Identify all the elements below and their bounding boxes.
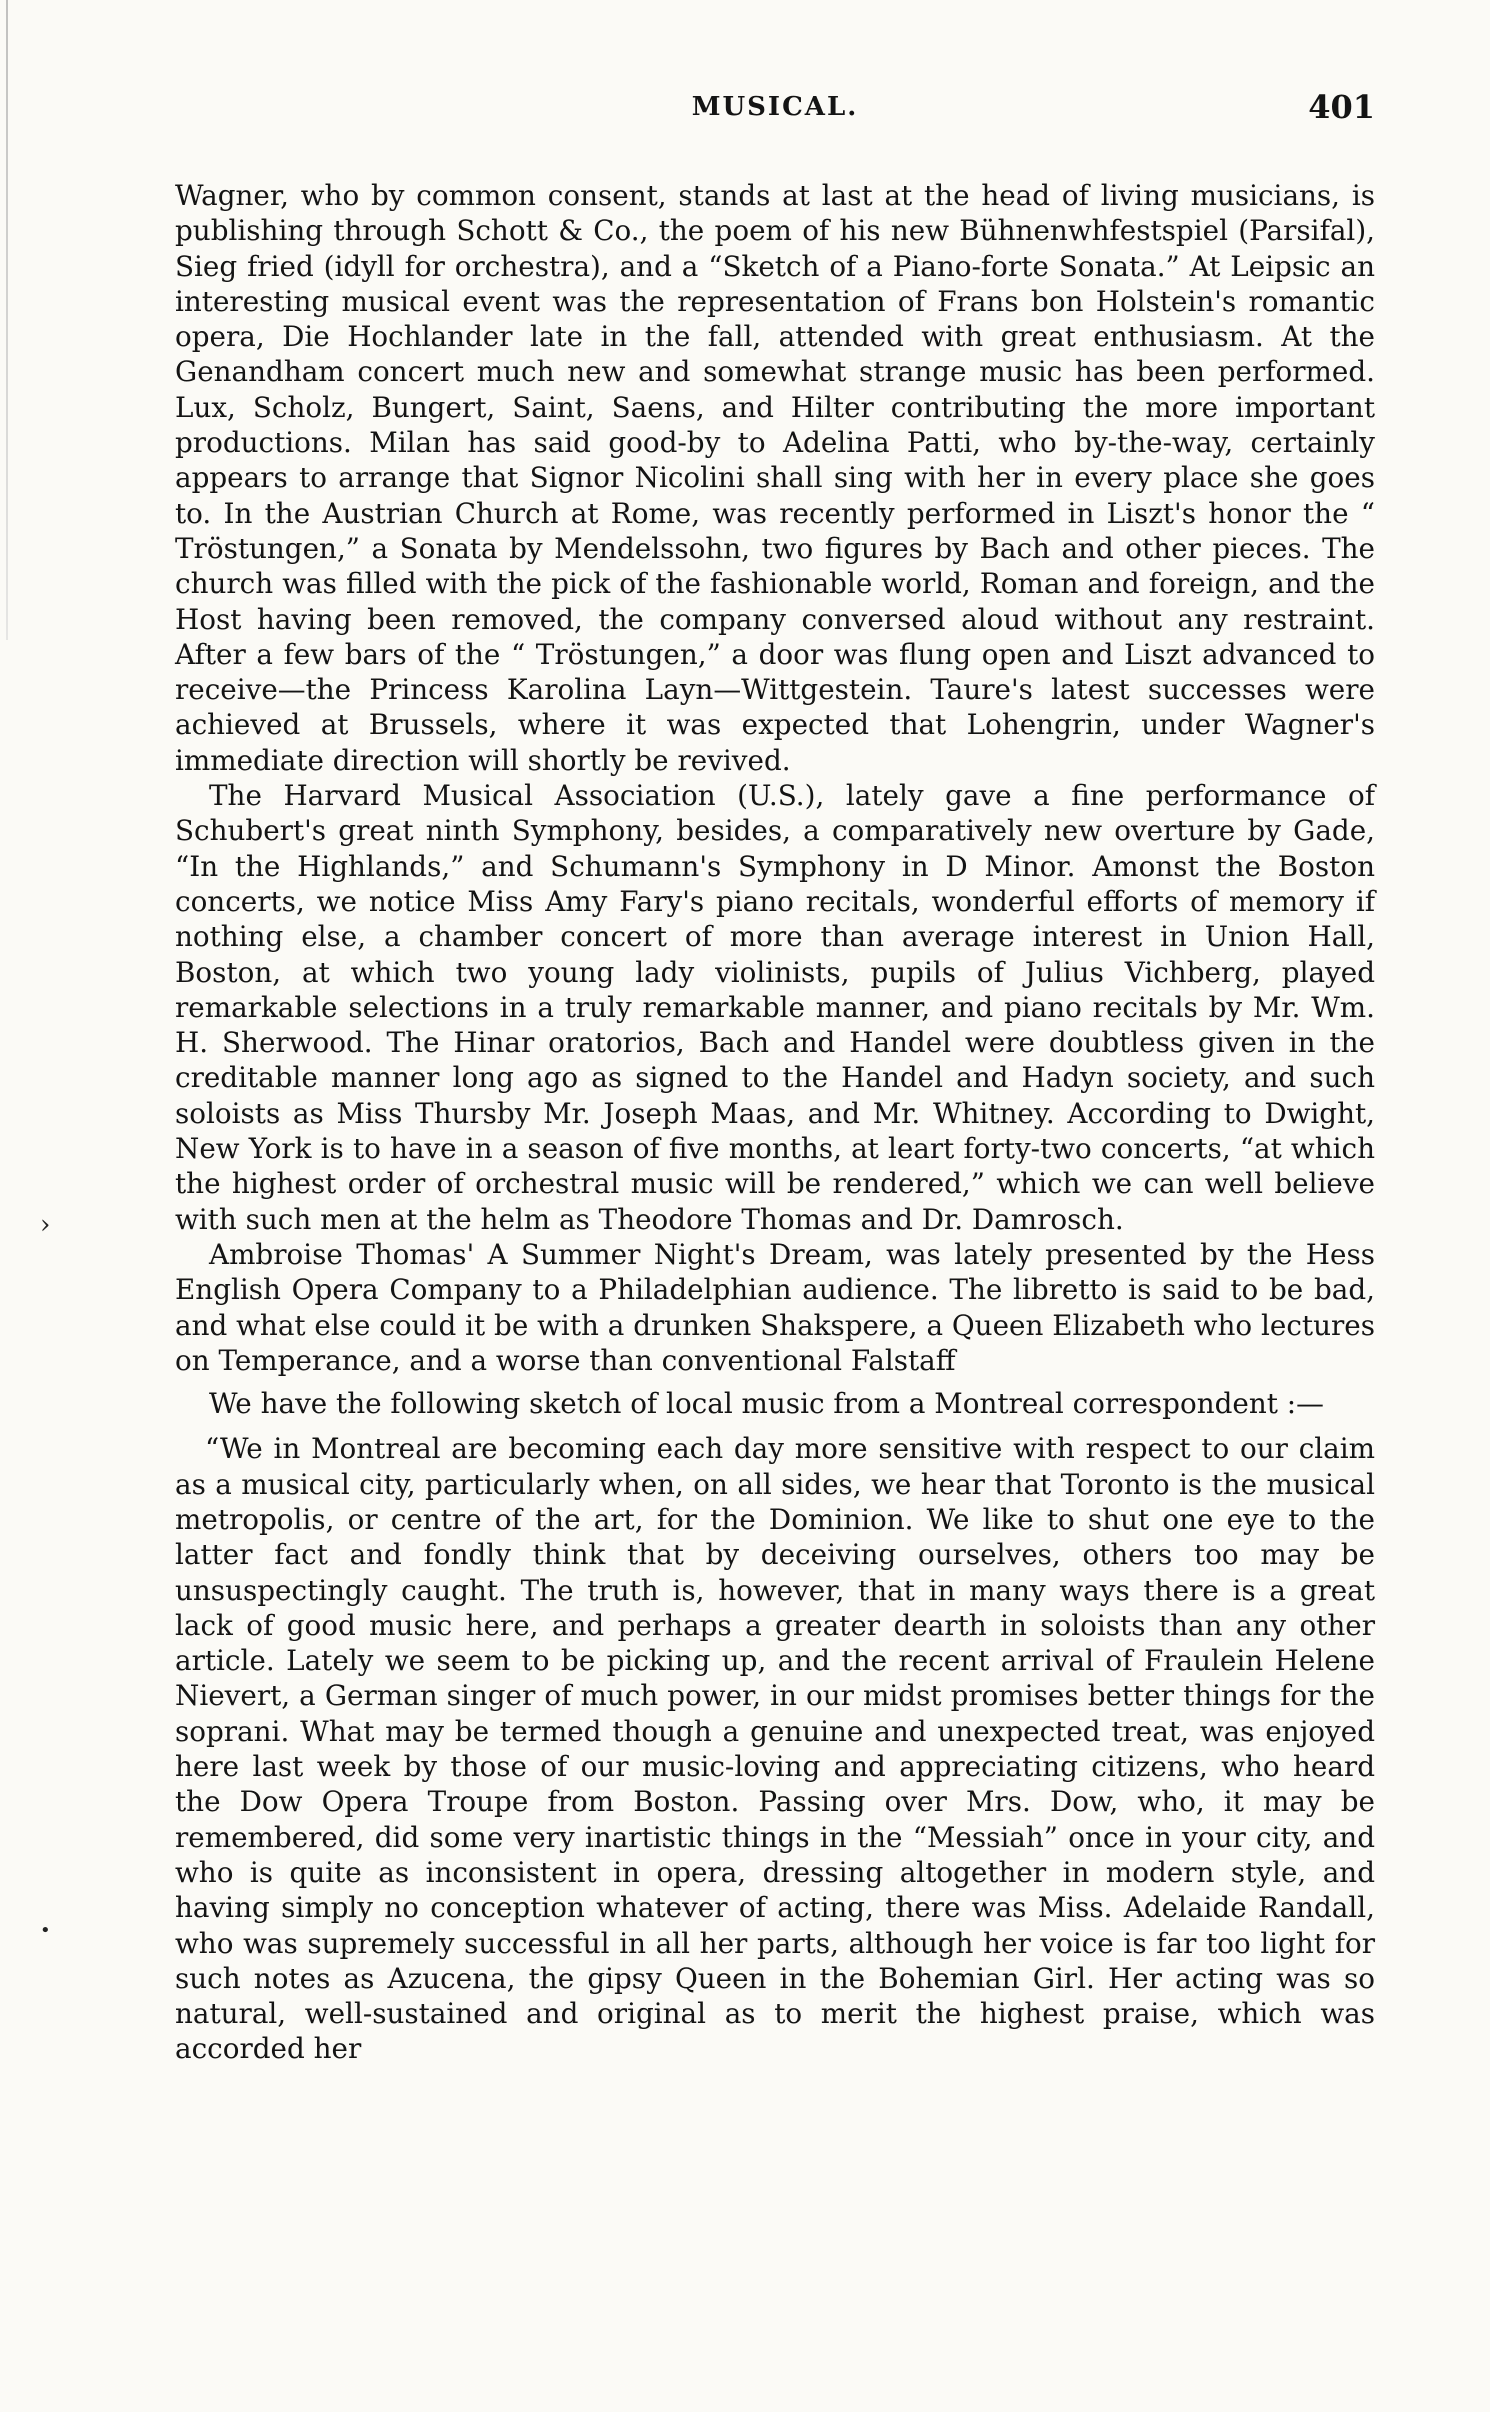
margin-mark: › <box>40 1210 51 1240</box>
page-edge-rule <box>6 0 8 640</box>
page-number: 401 <box>1308 88 1375 126</box>
paragraph-intro-montreal: We have the following sketch of local music from a Montreal correspondent :— <box>209 1387 1324 1421</box>
article-body <box>175 178 1375 2067</box>
running-head: MUSICAL. <box>691 92 859 122</box>
margin-mark: • <box>40 1920 51 1941</box>
paragraph-wagner: Wagner, who by common consent, stands at last at the head of living musicians, is publishing through Schott & Co., the poem of his new Bühnenwhfestspiel (Parsifal), Sieg fried (idyll for orchestra), and a “Sketch of a Piano-forte Sonata.” At Leipsic an interesting musical event was the representation of Frans bon Holstein's romantic opera, Die Hochlander late in the fall, attended with great enthusiasm. At the Genandham concert much new and somewhat strange music has been performed. Lux, Scholz, Bungert, Saint, Saens, and Hilter contributing the more important productions. Milan has said good-by to Adelina Patti, who by-the-way, certainly appears to arrange that Signor Nicolini shall sing with her in every place she goes to. In the Austrian Church at Rome, was recently performed in Liszt's honor the “ Tröstungen,” a Sonata by Mendelssohn, two figures by Bach and other pieces. The church was filled with the pick of the fashionable world, Roman and foreign, and the Host having been removed, the company conversed aloud without any restraint. After a few bars of the “ Tröstungen,” a door was flung open and Liszt advanced to receive—the Princess Karolina Layn—Wittgestein. Taure's latest successes were achieved at Brussels, where it was expected that Lohengrin, under Wagner's immediate direction will shortly be revived. <box>175 179 1375 777</box>
page-header <box>175 88 1375 132</box>
paragraph-thomas: Ambroise Thomas' A Summer Night's Dream, was lately presented by the Hess English Opera Company to a Philadelphian audience. The libretto is said to be bad, and what else could it be with a drunken Shakspere, a Queen Elizabeth who lectures on Temperance, and a worse than conventional Falstaff <box>175 1237 1375 1377</box>
paragraph-montreal-letter: “We in Montreal are becoming each day more sensitive with respect to our claim as a musical city, particularly when, on all sides, we hear that Toronto is the musical metropolis, or centre of the art, for the Dominion. We like to shut one eye to the latter fact and fondly think that by deceiving ourselves, others too may be unsuspectingly caught. The truth is, however, that in many ways there is a great lack of good music here, and perhaps a greater dearth in soloists than any other article. Lately we seem to be picking up, and the recent arrival of Fraulein Helene Nievert, a German singer of much power, in our midst promises better things for the soprani. What may be termed though a genuine and unexpected treat, was enjoyed here last week by those of our music-loving and appreciating citizens, who heard the Dow Opera Troupe from Boston. Passing over Mrs. Dow, who, it may be remembered, did some very inartistic things in the “Messiah” once in your city, and who is quite as inconsistent in opera, dressing altogether in modern style, and having simply no conception whatever of acting, there was Miss. Adelaide Randall, who was supremely successful in all her parts, although her voice is far too light for such notes as Azucena, the gipsy Queen in the Bohemian Girl. Her acting was so natural, well-sustained and original as to merit the highest praise, which was accorded her <box>175 1432 1375 2066</box>
paragraph-harvard: The Harvard Musical Association (U.S.), lately gave a fine performance of Schubert's great ninth Symphony, besides, a comparatively new overture by Gade, “In the Highlands,” and Schumann's Symphony in D Minor. Amonst the Boston concerts, we notice Miss Amy Fary's piano recitals, wonderful efforts of memory if nothing else, a chamber concert of more than average interest in Union Hall, Boston, at which two young lady violinists, pupils of Julius Vichberg, played remarkable selections in a truly remarkable manner, and piano recitals by Mr. Wm. H. Sherwood. The Hinar oratorios, Bach and Handel were doubtless given in the creditable manner long ago as signed to the Handel and Hadyn society, and such soloists as Miss Thursby Mr. Joseph Maas, and Mr. Whitney. According to Dwight, New York is to have in a season of five months, at leart forty-two concerts, “at which the highest order of orchestral music will be rendered,” which we can well believe with such men at the helm as Theodore Thomas and Dr. Damrosch. <box>175 779 1375 1236</box>
